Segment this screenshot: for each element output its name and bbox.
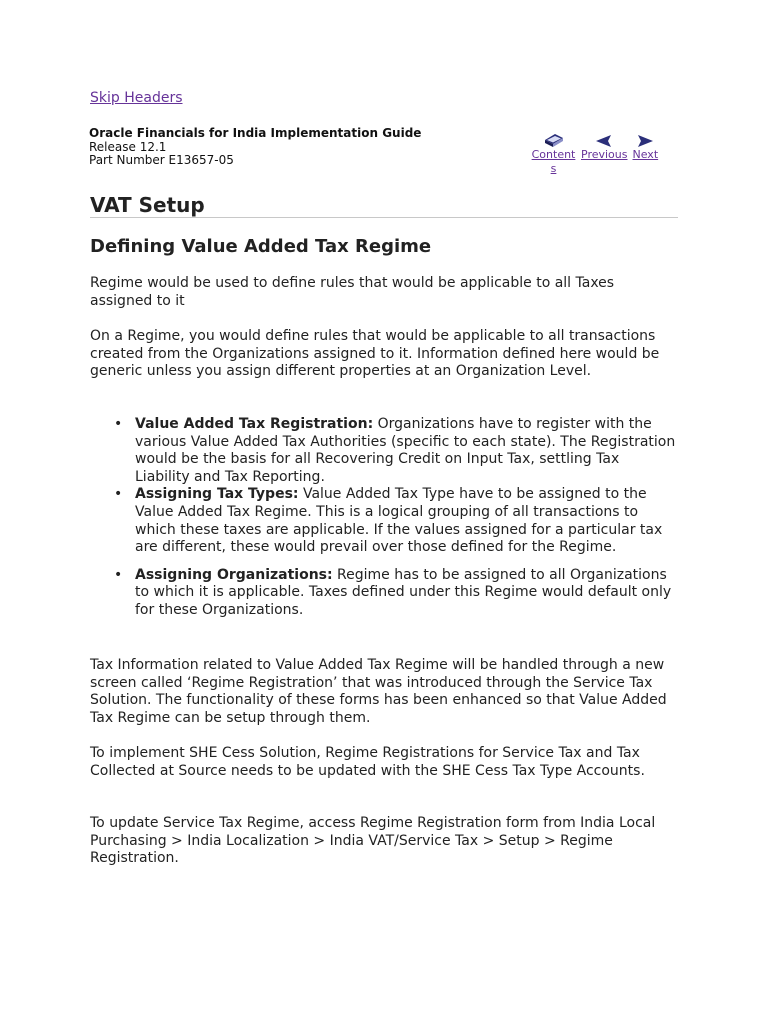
bullet-text: Regime has to be assigned to all Organizations to which it is applicable. Taxes defined under this Regime would default only for these Organizations. [135, 566, 672, 618]
next-button[interactable] [633, 128, 659, 176]
previous-button[interactable] [581, 128, 628, 176]
paragraph-2: On a Regime, you would define rules that would be applicable to all transactions created from the Organizations assigned to it. Information defined here would be generic unless you assign different properties at an Organization Level. [90, 328, 660, 380]
left-arrow-icon[interactable] [594, 128, 614, 148]
right-arrow-icon[interactable] [635, 128, 655, 148]
contents-button[interactable] [531, 128, 576, 176]
release-text: Release 12.1 [89, 140, 167, 154]
previous-label[interactable]: Previous [581, 148, 628, 161]
paragraph-4: To implement SHE Cess Solution, Regime Registrations for Service Tax and Tax Collected at Source needs to be updated with the SHE Cess Tax Type Accounts. [90, 745, 645, 779]
bullet-text: Value Added Tax Type have to be assigned to the Value Added Tax Regime. This is a logical grouping of all transactions to which these taxes are applicable. If the values assigned for a particular tax are different, these would prevail over those defined for the Regime. [135, 486, 663, 556]
book-icon[interactable] [543, 128, 565, 148]
bullet-list [90, 416, 678, 620]
next-label[interactable]: Next [632, 148, 659, 161]
bullet-term: Assigning Tax Types: [135, 486, 299, 503]
list-item [90, 416, 678, 486]
doc-nav-bar [531, 128, 663, 176]
part-number-text: Part Number E13657-05 [89, 153, 234, 167]
bullet-term: Assigning Organizations: [135, 566, 333, 583]
section-title: VAT Setup [90, 193, 205, 217]
contents-label[interactable]: Contents [531, 148, 576, 175]
bullet-term: Value Added Tax Registration: [135, 416, 374, 432]
paragraph-3: Tax Information related to Value Added Tax Regime will be handled through a new screen called ‘Regime Registration’ that was introduced through the Service Tax Solution. The functionality of these forms has been enhanced so that Value Added Tax Regime can be setup through them. [90, 657, 667, 726]
bullet-text: Organizations have to register with the various Value Added Tax Authorities (specific to each state). The Registration would be the basis for all Recovering Credit on Input Tax, settling Tax Liability and Tax Reporting. [135, 416, 676, 485]
list-item [90, 567, 678, 620]
guide-title: Oracle Financials for India Implementation Guide [89, 126, 422, 140]
skip-headers-link[interactable]: Skip Headers [90, 90, 183, 106]
subsection-title: Defining Value Added Tax Regime [90, 236, 432, 257]
list-item [90, 486, 678, 556]
paragraph-1: Regime would be used to define rules that would be applicable to all Taxes assigned to it [90, 275, 615, 309]
paragraph-5: To update Service Tax Regime, access Regime Registration form from India Local Purchasing > India Localization > India VAT/Service Tax > Setup > Regime Registration. [90, 815, 656, 867]
section-divider [90, 217, 678, 218]
